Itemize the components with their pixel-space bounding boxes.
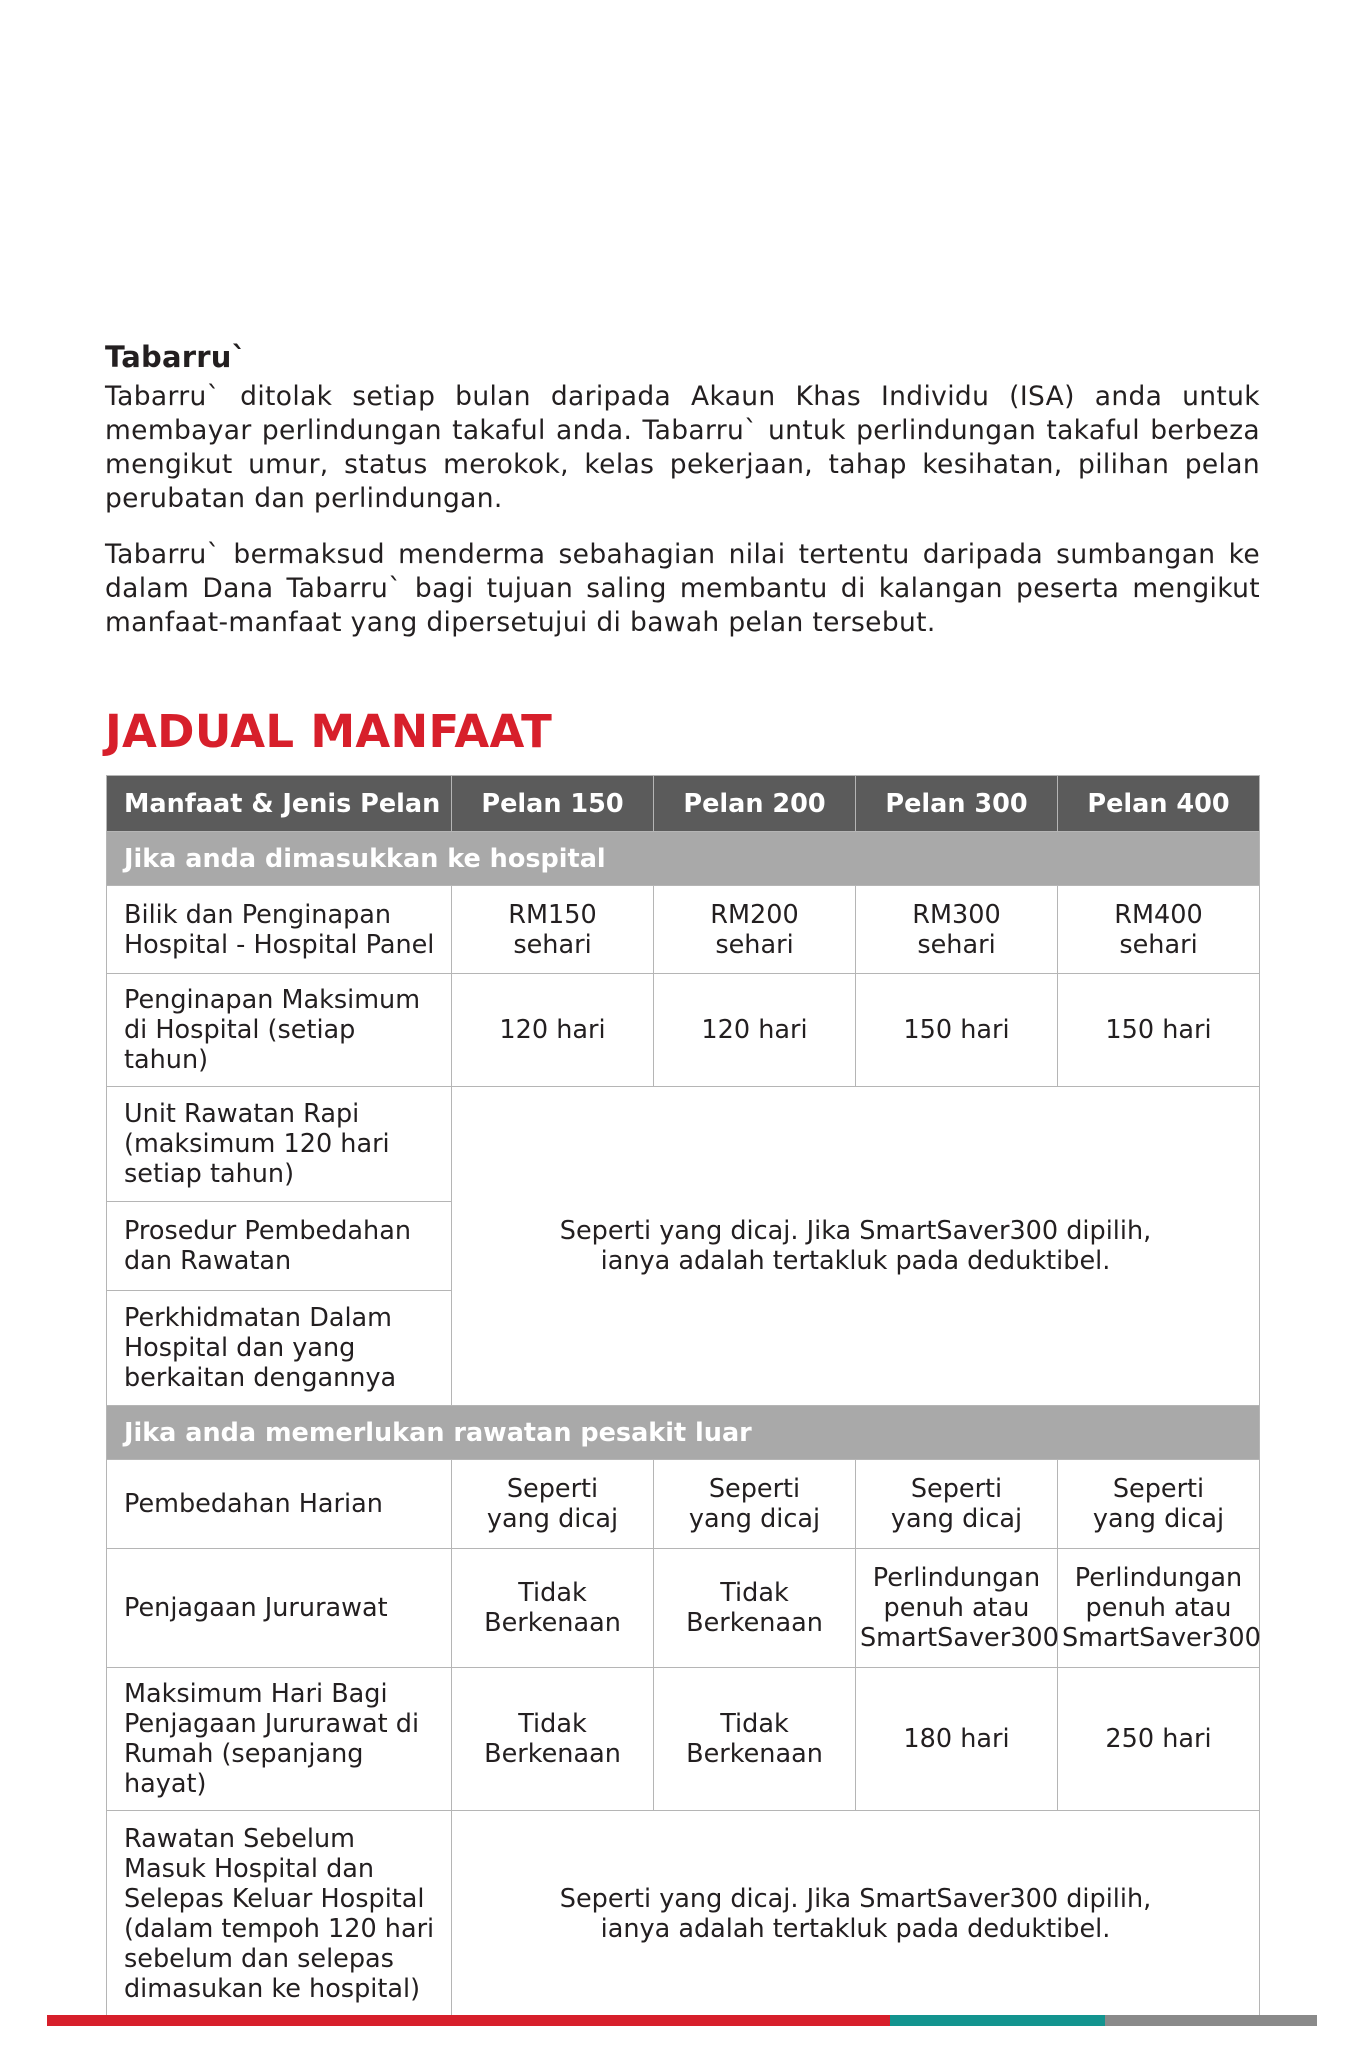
header-plan-400: Pelan 400 bbox=[1058, 776, 1260, 832]
table-row-room bbox=[107, 886, 1260, 974]
cell-value: Tidak Berkenaan bbox=[654, 1668, 856, 1811]
tabarru-heading: Tabarru` bbox=[105, 340, 247, 374]
cell-value: 120 hari bbox=[654, 974, 856, 1087]
benefit-table-title: JADUAL MANFAAT bbox=[105, 705, 553, 758]
table-row-daysurgery bbox=[107, 1460, 1260, 1549]
cell-value: RM400 sehari bbox=[1058, 886, 1260, 974]
row-label-daysurgery: Pembedahan Harian bbox=[107, 1460, 452, 1549]
section-row-outpatient bbox=[107, 1406, 1260, 1460]
table-header-row bbox=[107, 776, 1260, 832]
cell-value: Perlindungan penuh atau SmartSaver300 bbox=[856, 1549, 1058, 1668]
row-label-icu: Unit Rawatan Rapi (maksimum 120 hari setiap tahun) bbox=[107, 1087, 452, 1202]
table-row-homenursing bbox=[107, 1668, 1260, 1811]
header-plan-200: Pelan 200 bbox=[654, 776, 856, 832]
table-row-icu bbox=[107, 1087, 1260, 1202]
table-row-nursing bbox=[107, 1549, 1260, 1668]
cell-value: 150 hari bbox=[856, 974, 1058, 1087]
row-label-room: Bilik dan Penginapan Hospital - Hospital Panel bbox=[107, 886, 452, 974]
row-label-homenursing: Maksimum Hari Bagi Penjagaan Jururawat di Rumah (sepanjang hayat) bbox=[107, 1668, 452, 1811]
cell-value: RM150 sehari bbox=[452, 886, 654, 974]
header-benefit-plan: Manfaat & Jenis Pelan bbox=[107, 776, 452, 832]
header-plan-300: Pelan 300 bbox=[856, 776, 1058, 832]
row-label-surgery: Prosedur Pembedahan dan Rawatan bbox=[107, 1202, 452, 1291]
cell-value: RM200 sehari bbox=[654, 886, 856, 974]
header-plan-150: Pelan 150 bbox=[452, 776, 654, 832]
merged-note-outpatient: Seperti yang dicaj. Jika SmartSaver300 dipilih, ianya adalah tertakluk pada deduktibel. bbox=[452, 1811, 1260, 2018]
section-label-hospital: Jika anda dimasukkan ke hospital bbox=[107, 832, 1260, 886]
benefit-table bbox=[106, 775, 1260, 2018]
cell-value: Tidak Berkenaan bbox=[654, 1549, 856, 1668]
cell-value: Tidak Berkenaan bbox=[452, 1549, 654, 1668]
footer-bar-red bbox=[47, 2015, 890, 2026]
footer-bar-grey bbox=[1105, 2015, 1317, 2026]
cell-value: Seperti yang dicaj bbox=[856, 1460, 1058, 1549]
merged-note-hospital: Seperti yang dicaj. Jika SmartSaver300 dipilih, ianya adalah tertakluk pada deduktibel. bbox=[452, 1087, 1260, 1406]
cell-value: Tidak Berkenaan bbox=[452, 1668, 654, 1811]
tabarru-section bbox=[105, 340, 1260, 662]
cell-value: Perlindungan penuh atau SmartSaver300 bbox=[1058, 1549, 1260, 1668]
table-row-prepost bbox=[107, 1811, 1260, 2018]
section-row-hospital bbox=[107, 832, 1260, 886]
row-label-services: Perkhidmatan Dalam Hospital dan yang berkaitan dengannya bbox=[107, 1291, 452, 1406]
tabarru-paragraph-1: Tabarru` ditolak setiap bulan daripada Akaun Khas Individu (ISA) anda untuk membayar perlindungan takaful anda. Tabarru` untuk perlindungan takaful berbeza mengikut umur, status merokok, kelas pekerjaan, tahap kesihatan, pilihan pelan perubatan dan perlindungan. bbox=[105, 381, 1260, 514]
cell-value: RM300 sehari bbox=[856, 886, 1058, 974]
table-row-maxstay bbox=[107, 974, 1260, 1087]
cell-value: 250 hari bbox=[1058, 1668, 1260, 1811]
cell-value: Seperti yang dicaj bbox=[452, 1460, 654, 1549]
cell-value: Seperti yang dicaj bbox=[1058, 1460, 1260, 1549]
cell-value: 120 hari bbox=[452, 974, 654, 1087]
row-label-maxstay: Penginapan Maksimum di Hospital (setiap tahun) bbox=[107, 974, 452, 1087]
tabarru-paragraph-2: Tabarru` bermaksud menderma sebahagian nilai tertentu daripada sumbangan ke dalam Dana Tabarru` bagi tujuan saling membantu di kalangan peserta mengikut manfaat-manfaat yang dipersetujui di bawah pelan tersebut. bbox=[105, 539, 1260, 638]
footer-bar-teal bbox=[890, 2015, 1105, 2026]
cell-value: 150 hari bbox=[1058, 974, 1260, 1087]
section-label-outpatient: Jika anda memerlukan rawatan pesakit luar bbox=[107, 1406, 1260, 1460]
cell-value: Seperti yang dicaj bbox=[654, 1460, 856, 1549]
cell-value: 180 hari bbox=[856, 1668, 1058, 1811]
row-label-prepost: Rawatan Sebelum Masuk Hospital dan Selepas Keluar Hospital (dalam tempoh 120 hari sebelum dan selepas dimasukan ke hospital) bbox=[107, 1811, 452, 2018]
row-label-nursing: Penjagaan Jururawat bbox=[107, 1549, 452, 1668]
